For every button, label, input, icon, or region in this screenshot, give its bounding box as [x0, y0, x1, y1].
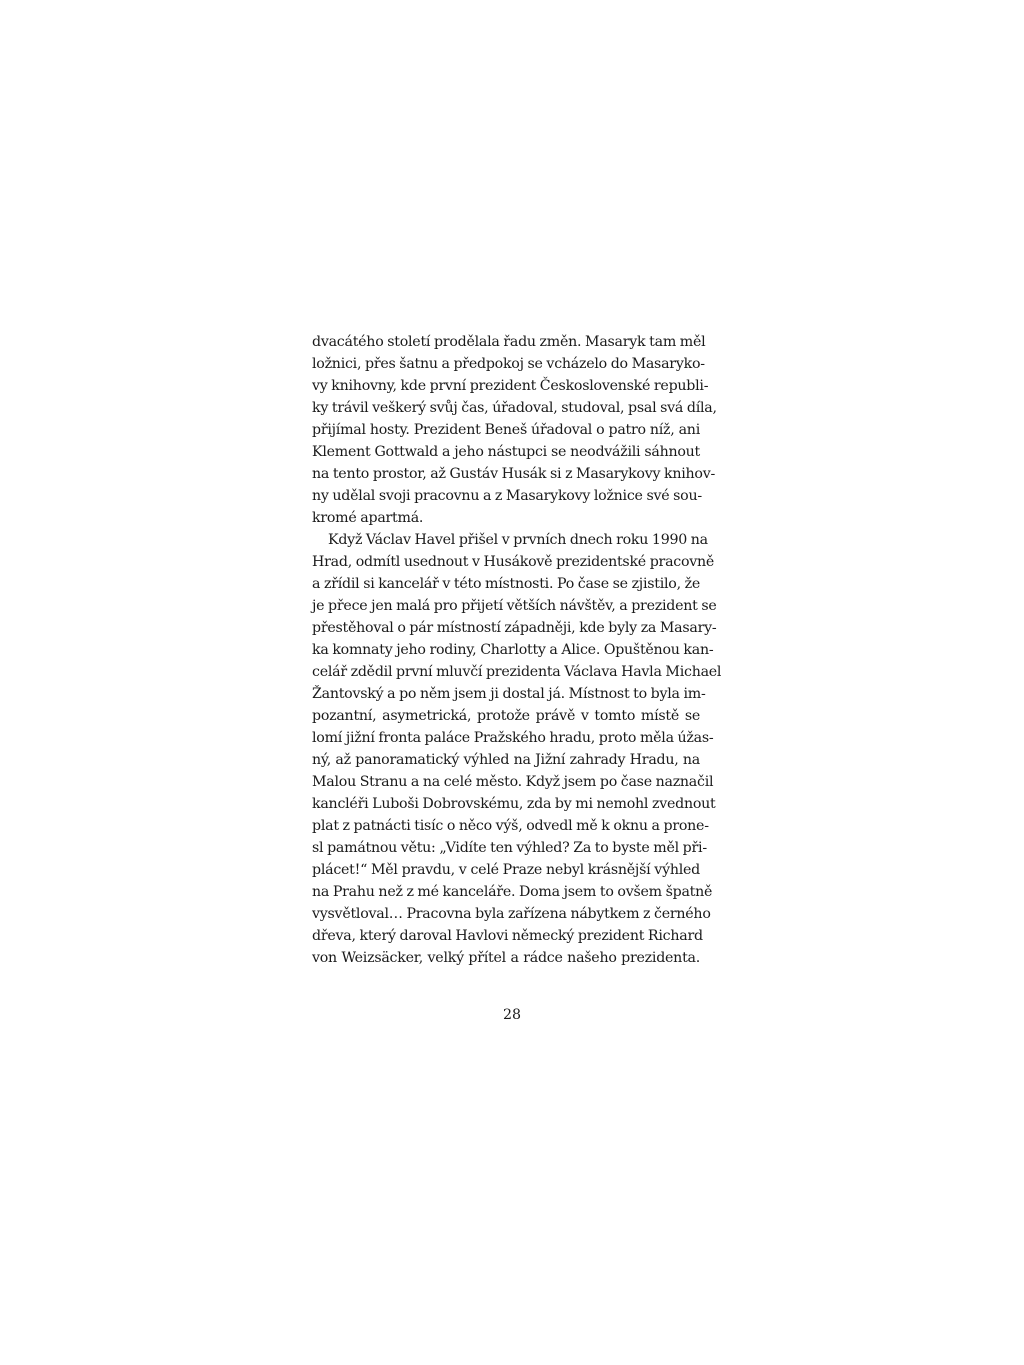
- text-line: plat z patnácti tisíc o něco výš, odvedl mě k oknu a prone-: [312, 818, 709, 834]
- text-line: ný, až panoramatický výhled na Jižní zahrady Hradu, na: [312, 752, 700, 768]
- paragraph: [312, 529, 722, 969]
- text-line: Klement Gottwald a jeho nástupci se neodvážili sáhnout: [312, 444, 700, 460]
- text-line: kancléři Luboši Dobrovskému, zda by mi nemohl zvednout: [312, 796, 716, 812]
- text-line: sl památnou větu: „Vidíte ten výhled? Za to byste měl při-: [312, 840, 707, 856]
- text-line: na tento prostor, až Gustáv Husák si z Masarykovy knihov-: [312, 466, 716, 482]
- body-text: [312, 331, 722, 969]
- text-line: pozantní, asymetrická, protože právě v tomto místě se: [312, 708, 700, 724]
- text-line: lomí jižní fronta paláce Pražského hradu, proto měla úžas-: [312, 730, 714, 746]
- text-line: vy knihovny, kde první prezident Československé republi-: [312, 378, 709, 394]
- text-line: Když Václav Havel přišel v prvních dnech roku 1990 na: [328, 532, 708, 548]
- text-line: Žantovský a po něm jsem ji dostal já. Místnost to byla im-: [312, 686, 706, 702]
- text-line: kromé apartmá.: [312, 510, 424, 526]
- text-line: a zřídil si kancelář v této místnosti. Po čase se zjistilo, že: [312, 576, 700, 592]
- text-line: dvacátého století prodělala řadu změn. Masaryk tam měl: [312, 334, 706, 350]
- text-line: dřeva, který daroval Havlovi německý prezident Richard: [312, 928, 703, 944]
- text-line: ny udělal svoji pracovnu a z Masarykovy ložnice své sou-: [312, 488, 702, 504]
- text-line: ky trávil veškerý svůj čas, úřadoval, studoval, psal svá díla,: [312, 400, 717, 416]
- text-line: plácet!“ Měl pravdu, v celé Praze nebyl krásnější výhled: [312, 862, 700, 878]
- text-line: přestěhoval o pár místností západněji, kde byly za Masary-: [312, 620, 717, 636]
- text-line: von Weizsäcker, velký přítel a rádce našeho prezidenta.: [312, 950, 700, 966]
- paragraph: [312, 331, 717, 529]
- text-line: ka komnaty jeho rodiny, Charlotty a Alice. Opuštěnou kan-: [312, 642, 714, 658]
- page-number: 28: [502, 1007, 522, 1023]
- text-line: je přece jen malá pro přijetí větších návštěv, a prezident se: [312, 598, 717, 614]
- text-line: na Prahu než z mé kanceláře. Doma jsem to ovšem špatně: [312, 884, 713, 900]
- text-line: Hrad, odmítl usednout v Husákově prezidentské pracovně: [312, 554, 715, 570]
- text-line: ložnici, přes šatnu a předpokoj se vcházelo do Masaryko-: [312, 356, 705, 372]
- text-line: celář zdědil první mluvčí prezidenta Václava Havla Michael: [312, 664, 722, 680]
- text-line: vysvětloval… Pracovna byla zařízena nábytkem z černého: [312, 906, 711, 922]
- text-line: přijímal hosty. Prezident Beneš úřadoval o patro níž, ani: [312, 422, 700, 438]
- text-line: Malou Stranu a na celé město. Když jsem po čase naznačil: [312, 774, 714, 790]
